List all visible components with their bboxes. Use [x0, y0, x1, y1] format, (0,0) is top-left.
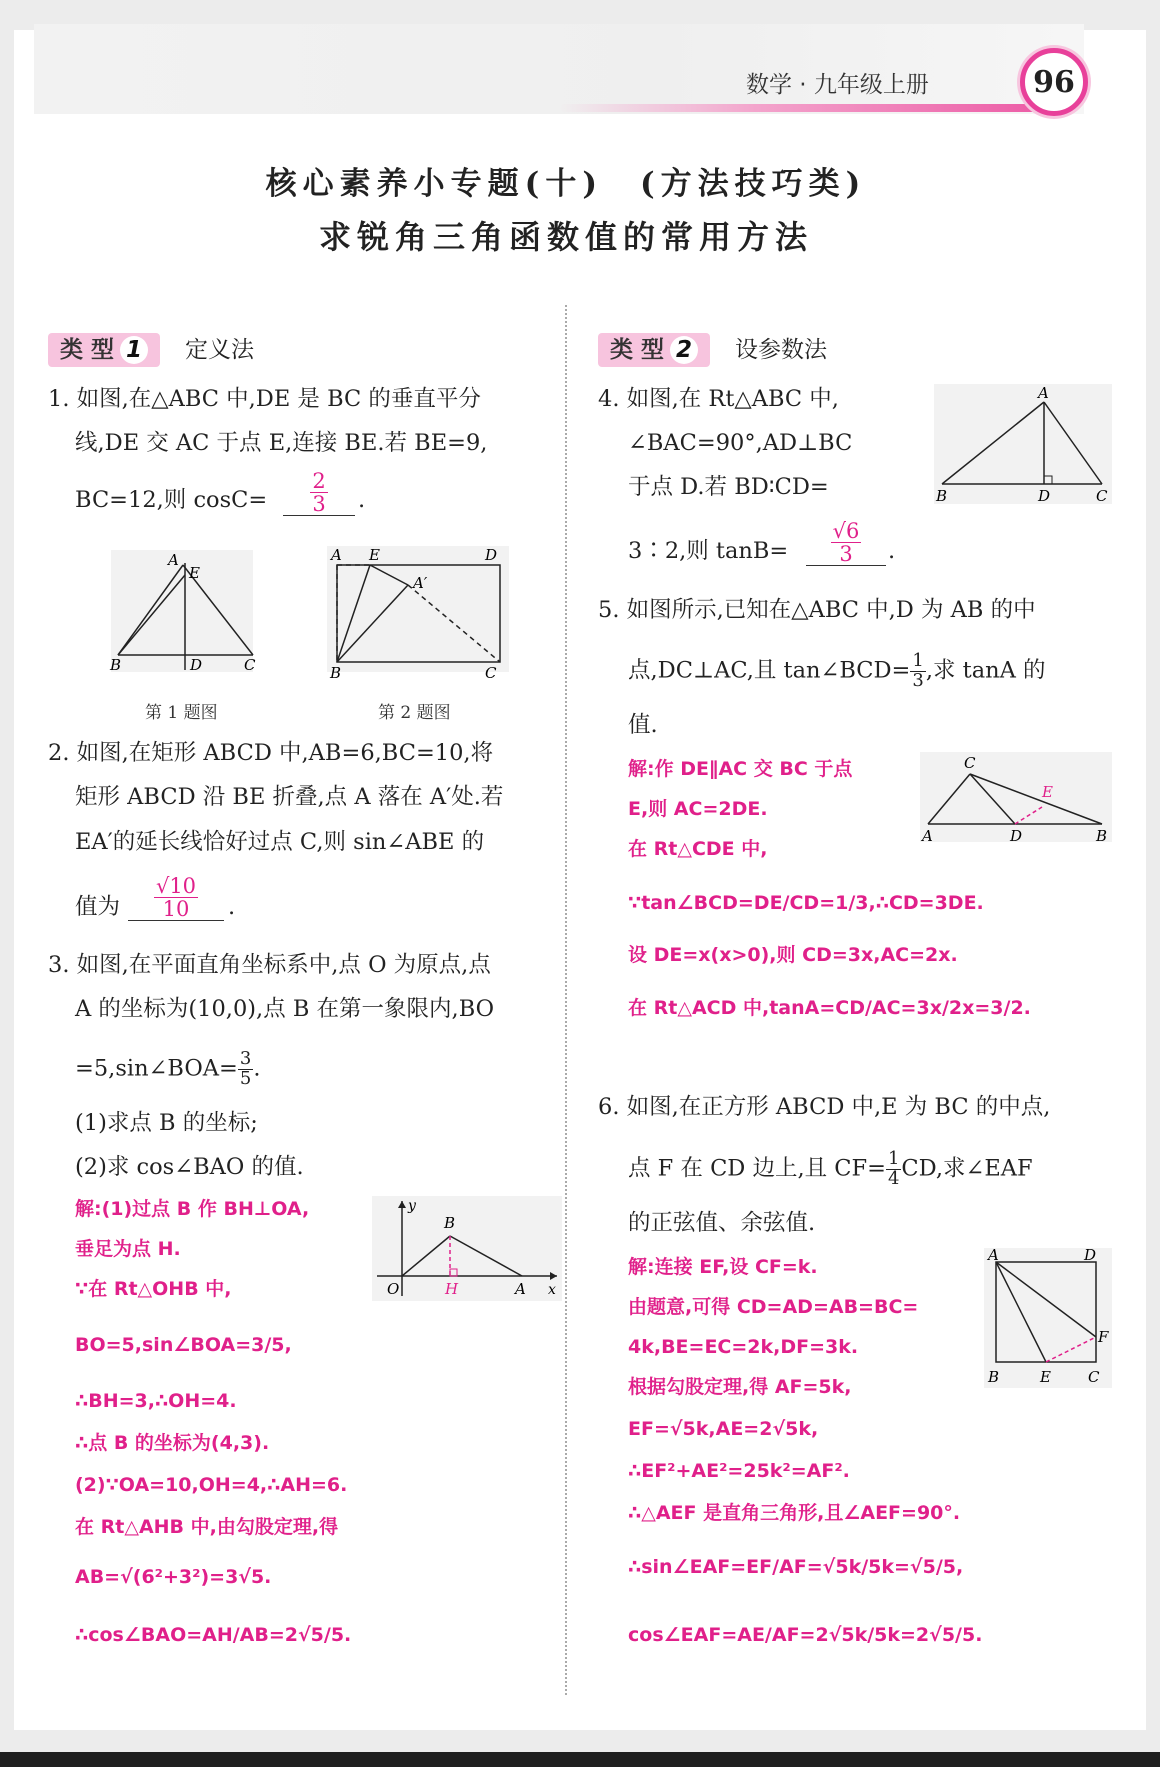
q3-sol-1: 解:(1)过点 B 作 BH⊥OA,: [75, 1198, 310, 1220]
q6-line-2: [628, 1150, 1033, 1189]
q5-sol-6: 在 Rt△ACD 中,tanA=CD/AC=3x/2x=3/2.: [628, 997, 1031, 1019]
q3-sub-1: (1)求点 B 的坐标;: [75, 1110, 258, 1136]
q3-sol-2: 垂足为点 H.: [75, 1238, 181, 1260]
svg-text:D: D: [1010, 827, 1023, 842]
title-line-2: 求锐角三角函数值的常用方法: [318, 218, 813, 256]
fraction-denominator: 5: [239, 1067, 252, 1089]
figure-2-caption: 第 2 题图: [378, 703, 451, 723]
svg-text:A: A: [922, 827, 933, 842]
q4-line-2: ∠BAC=90°,AD⊥BC: [628, 430, 853, 456]
q1-line-1: 1. 如图,在△ABC 中,DE 是 BC 的垂直平分: [48, 386, 481, 412]
answer-numerator: √6: [832, 519, 860, 543]
svg-text:E: E: [369, 546, 380, 564]
q3-sol-6: ∴点 B 的坐标为(4,3).: [75, 1432, 270, 1454]
answer-numerator: √10: [155, 874, 197, 898]
column-divider: [565, 305, 567, 1695]
q3-line-3-text: =5,sin∠BOA=: [75, 1055, 238, 1082]
q4-line-1: 4. 如图,在 Rt△ABC 中,: [598, 386, 839, 412]
section-tag-1: [48, 333, 160, 367]
svg-text:C: C: [244, 656, 256, 674]
q3-line-1: 3. 如图,在平面直角坐标系中,点 O 为原点,点: [48, 952, 491, 978]
svg-text:E: E: [189, 564, 200, 582]
q1-answer: [283, 470, 355, 516]
figure-1-triangle: [108, 545, 258, 675]
svg-text:E: E: [1040, 1368, 1051, 1386]
q6-line-3: 的正弦值、余弦值.: [628, 1210, 816, 1236]
svg-text:D: D: [1084, 1248, 1097, 1264]
q3-sub-2: (2)求 cos∠BAO 的值.: [75, 1154, 304, 1180]
q6-sol-7: ∴△AEF 是直角三角形,且∠AEF=90°.: [628, 1502, 961, 1524]
svg-text:F: F: [1098, 1328, 1109, 1346]
svg-text:C: C: [964, 754, 976, 772]
q6-line-1: 6. 如图,在正方形 ABCD 中,E 为 BC 的中点,: [598, 1094, 1051, 1120]
q6-sol-2: 由题意,可得 CD=AD=AB=BC=: [628, 1296, 919, 1318]
answer-numerator: 2: [312, 469, 326, 493]
q3-sol-7: (2)∵OA=10,OH=4,∴AH=6.: [75, 1474, 348, 1496]
q3-sol-5: ∴BH=3,∴OH=4.: [75, 1390, 237, 1412]
svg-text:C: C: [1088, 1368, 1100, 1386]
svg-text:B: B: [988, 1368, 1000, 1386]
q6-line-2-start: 点 F 在 CD 边上,且 CF=: [628, 1155, 886, 1182]
section-label: 类 型: [610, 337, 665, 363]
q4-period: .: [888, 538, 896, 564]
svg-text:H: H: [445, 1280, 459, 1298]
q4-answer: [806, 520, 886, 566]
svg-text:O: O: [387, 1280, 400, 1298]
q6-sol-4: 根据勾股定理,得 AF=5k,: [628, 1376, 852, 1398]
svg-text:x: x: [548, 1282, 556, 1298]
fraction-numerator: 1: [887, 1148, 900, 1169]
q5-sol-2: E,则 AC=2DE.: [628, 798, 768, 820]
svg-text:A: A: [168, 551, 179, 569]
q3-line-3: =5,sin∠BOA= $\frac{3}{5}$ .: [75, 1048, 261, 1089]
q5-sol-4: ∵tan∠BCD=DE/CD=1/3,∴CD=3DE.: [628, 892, 984, 914]
figure-4-right-triangle: [934, 384, 1112, 504]
q3-sol-10: ∴cos∠BAO=AH/AB=2√5/5.: [75, 1624, 352, 1646]
q5-line-1: 5. 如图所示,已知在△ABC 中,D 为 AB 的中: [598, 597, 1036, 623]
fraction-numerator: 1: [912, 650, 924, 671]
fraction-denominator: 4: [887, 1167, 900, 1189]
q5-sol-3: 在 Rt△CDE 中,: [628, 838, 768, 860]
book-title: 数学 · 九年级上册: [746, 72, 929, 98]
svg-text:A′: A′: [413, 574, 428, 592]
svg-text:C: C: [485, 664, 497, 680]
svg-text:B: B: [1096, 827, 1108, 842]
title-line-1: 核心素养小专题(十) (方法技巧类): [265, 166, 867, 202]
q4-line-4: 3∶2,则 tanB=: [628, 538, 789, 564]
svg-text:B: B: [444, 1214, 456, 1232]
q3-sol-9: AB=√(6²+3²)=3√5.: [75, 1566, 272, 1588]
svg-text:B: B: [330, 664, 342, 680]
q2-line-3: EA′的延长线恰好过点 C,则 sin∠ABE 的: [75, 829, 485, 855]
svg-text:D: D: [190, 656, 203, 674]
q3-line-2: A 的坐标为(10,0),点 B 在第一象限内,BO: [75, 996, 495, 1022]
q5-line-2: [628, 652, 1046, 691]
q5-line-2-start: 点,DC⊥AC,且 tan∠BCD=: [628, 657, 911, 684]
q2-period: .: [228, 894, 236, 920]
figure-3-axes: [372, 1196, 562, 1301]
fraction-denominator: 3: [912, 669, 924, 691]
q1-line-2: 线,DE 交 AC 于点 E,连接 BE.若 BE=9,: [75, 430, 488, 456]
answer-denominator: 10: [162, 897, 190, 922]
svg-text:D: D: [485, 546, 498, 564]
svg-text:y: y: [408, 1198, 416, 1214]
svg-text:C: C: [1096, 487, 1108, 504]
bottom-bar: [0, 1752, 1160, 1767]
svg-text:A: A: [331, 546, 342, 564]
svg-text:B: B: [110, 656, 122, 674]
figure-2-rectangle: [325, 540, 510, 680]
q2-answer: [128, 875, 224, 921]
figure-1-caption: 第 1 题图: [145, 703, 218, 723]
q6-sol-6: ∴EF²+AE²=25k²=AF².: [628, 1460, 850, 1482]
header-line: [560, 104, 1050, 112]
q6-sol-9: cos∠EAF=AE/AF=2√5k/5k=2√5/5.: [628, 1624, 983, 1646]
svg-text:A: A: [1038, 384, 1049, 402]
q5-line-2-end: ,求 tanA 的: [925, 657, 1046, 684]
section-name-1: 定义法: [185, 337, 254, 363]
q6-sol-8: ∴sin∠EAF=EF/AF=√5k/5k=√5/5,: [628, 1556, 964, 1578]
section-label: 类 型: [60, 337, 115, 363]
section-name-2: 设参数法: [735, 337, 827, 363]
section-number: 2: [670, 336, 698, 364]
svg-text:B: B: [936, 487, 948, 504]
q3-sol-8: 在 Rt△AHB 中,由勾股定理,得: [75, 1516, 339, 1538]
answer-denominator: 3: [839, 542, 853, 567]
q1-period: .: [358, 487, 366, 513]
q4-line-3: 于点 D.若 BD∶CD=: [628, 474, 829, 500]
q6-line-2-end: CD,求∠EAF: [901, 1155, 1033, 1182]
svg-text:A: A: [515, 1280, 526, 1298]
figure-6-square: [984, 1248, 1112, 1388]
q1-line-3: BC=12,则 cosC=: [75, 487, 268, 513]
q5-line-3: 值.: [628, 712, 658, 738]
q3-sol-4: BO=5,sin∠BOA=3/5,: [75, 1334, 292, 1356]
q3-sol-3: ∵在 Rt△OHB 中,: [75, 1278, 232, 1300]
q5-sol-5: 设 DE=x(x>0),则 CD=3x,AC=2x.: [628, 944, 958, 966]
svg-text:E: E: [1042, 783, 1053, 801]
svg-text:D: D: [1038, 487, 1051, 504]
q6-sol-1: 解:连接 EF,设 CF=k.: [628, 1256, 818, 1278]
answer-denominator: 3: [312, 492, 326, 517]
fraction-numerator: 3: [239, 1048, 252, 1069]
q2-line-4: 值为: [75, 894, 121, 920]
q5-sol-1: 解:作 DE∥AC 交 BC 于点: [628, 758, 853, 780]
section-tag-2: [598, 333, 710, 367]
q6-sol-5: EF=√5k,AE=2√5k,: [628, 1418, 819, 1440]
q2-line-1: 2. 如图,在矩形 ABCD 中,AB=6,BC=10,将: [48, 740, 494, 766]
q2-line-2: 矩形 ABCD 沿 BE 折叠,点 A 落在 A′处.若: [75, 784, 504, 810]
section-number: 1: [120, 336, 148, 364]
figure-5-triangle: [920, 752, 1112, 842]
q6-sol-3: 4k,BE=EC=2k,DF=3k.: [628, 1336, 859, 1358]
svg-text:A: A: [988, 1248, 999, 1264]
page-number: 96: [1020, 48, 1088, 116]
